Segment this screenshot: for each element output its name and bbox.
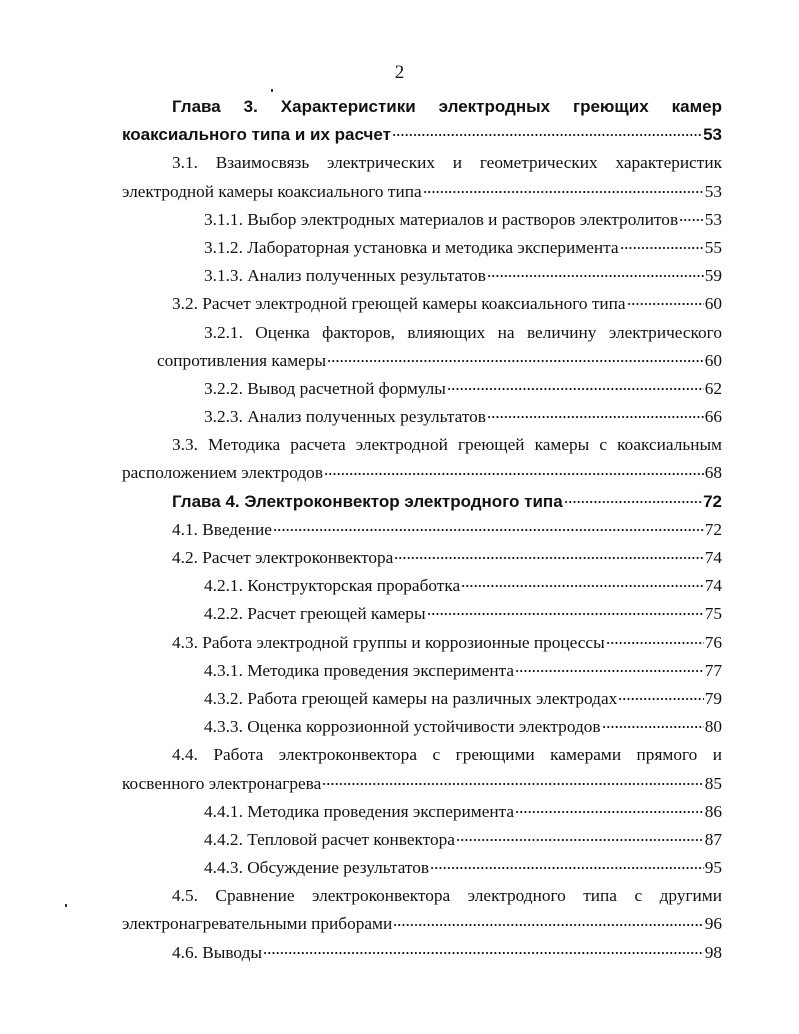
toc-leader-line bbox=[204, 572, 722, 600]
dot-leader bbox=[461, 574, 704, 591]
toc-entry-title: электронагревательными приборами bbox=[122, 914, 393, 934]
toc-entry-title: 4.3. Работа электродной группы и коррозионные процессы bbox=[172, 632, 605, 652]
toc-leader-line bbox=[204, 713, 722, 741]
toc-entry-title: 3.2. Расчет электродной греющей камеры коаксиального типа bbox=[172, 294, 626, 314]
toc-entry[interactable] bbox=[122, 713, 722, 741]
toc-page-number: 98 bbox=[704, 942, 722, 962]
toc-leader-line bbox=[172, 290, 722, 318]
table-of-contents bbox=[122, 93, 722, 967]
toc-entry[interactable] bbox=[122, 939, 722, 967]
toc-entry[interactable] bbox=[122, 544, 722, 572]
toc-entry-title: 3.2.3. Анализ полученных результатов bbox=[204, 407, 486, 427]
toc-leader-line bbox=[204, 262, 722, 290]
toc-entry-title: расположением электродов bbox=[122, 463, 323, 483]
dot-leader bbox=[487, 405, 704, 422]
dot-leader bbox=[324, 461, 704, 478]
toc-page-number: 53 bbox=[704, 209, 722, 229]
toc-entry[interactable] bbox=[122, 375, 722, 403]
toc-page-number: 66 bbox=[704, 407, 722, 427]
toc-page-number: 85 bbox=[704, 773, 722, 793]
toc-entry[interactable] bbox=[122, 234, 722, 262]
toc-entry-first-line: 4.4. Работа электроконвектора с греющими камерами прямого и bbox=[172, 745, 722, 765]
toc-leader-line bbox=[204, 206, 722, 234]
toc-entry-title: 3.2.2. Вывод расчетной формулы bbox=[204, 378, 446, 398]
toc-leader-line bbox=[122, 121, 722, 149]
toc-page-number: 74 bbox=[704, 576, 722, 596]
toc-leader-line bbox=[122, 910, 722, 938]
toc-entry-first-line: 3.3. Методика расчета электродной греющей камеры с коаксиальным bbox=[172, 435, 722, 455]
dot-leader bbox=[620, 236, 704, 253]
toc-entry[interactable] bbox=[122, 319, 722, 375]
toc-entry[interactable] bbox=[122, 403, 722, 431]
dot-leader bbox=[393, 912, 703, 929]
toc-page-number: 86 bbox=[704, 801, 722, 821]
toc-page-number: 53 bbox=[703, 125, 722, 145]
toc-entry-title: 3.1.1. Выбор электродных материалов и растворов электролитов bbox=[204, 209, 679, 229]
toc-leader-line bbox=[122, 770, 722, 798]
toc-entry-first-line: Глава 3. Характеристики электродных греющих камер bbox=[172, 97, 722, 116]
toc-page-number: 77 bbox=[704, 660, 722, 680]
dot-leader bbox=[423, 179, 704, 196]
toc-leader-line bbox=[122, 459, 722, 487]
toc-page-number: 55 bbox=[704, 237, 722, 257]
toc-page-number: 59 bbox=[704, 266, 722, 286]
toc-entry-first-line: 3.1. Взаимосвязь электрических и геометрических характеристик bbox=[172, 153, 722, 173]
toc-leader-line bbox=[204, 854, 722, 882]
toc-entry[interactable] bbox=[122, 854, 722, 882]
toc-leader-line bbox=[204, 657, 722, 685]
toc-entry[interactable] bbox=[122, 206, 722, 234]
dot-leader bbox=[273, 518, 704, 535]
dot-leader bbox=[430, 856, 704, 873]
toc-entry[interactable] bbox=[122, 93, 722, 149]
toc-leader-line bbox=[172, 629, 722, 657]
toc-page-number: 62 bbox=[704, 378, 722, 398]
toc-entry-title: 4.6. Выводы bbox=[172, 942, 262, 962]
dot-leader bbox=[515, 799, 704, 816]
toc-entry[interactable] bbox=[122, 488, 722, 516]
toc-entry[interactable] bbox=[122, 600, 722, 628]
toc-leader-line bbox=[204, 600, 722, 628]
toc-page-number: 87 bbox=[704, 829, 722, 849]
toc-leader-line bbox=[204, 798, 722, 826]
toc-entry[interactable] bbox=[122, 882, 722, 938]
toc-leader-line bbox=[172, 488, 722, 516]
toc-entry[interactable] bbox=[122, 826, 722, 854]
dot-leader bbox=[627, 292, 704, 309]
dot-leader bbox=[322, 771, 703, 788]
toc-page-number: 53 bbox=[704, 181, 722, 201]
toc-page-number: 80 bbox=[704, 717, 722, 737]
toc-entry-title: 3.1.3. Анализ полученных результатов bbox=[204, 266, 486, 286]
toc-entry[interactable] bbox=[122, 262, 722, 290]
toc-leader-line bbox=[204, 375, 722, 403]
toc-page-number: 72 bbox=[704, 519, 722, 539]
dot-leader bbox=[679, 207, 704, 224]
toc-entry[interactable] bbox=[122, 629, 722, 657]
dot-leader bbox=[427, 602, 704, 619]
toc-page-number: 75 bbox=[704, 604, 722, 624]
toc-entry-title: Глава 4. Электроконвектор электродного типа bbox=[172, 491, 563, 511]
toc-entry-title: 4.4.3. Обсуждение результатов bbox=[204, 858, 430, 878]
toc-entry[interactable] bbox=[122, 516, 722, 544]
dot-leader bbox=[564, 490, 702, 507]
dot-leader bbox=[392, 123, 702, 140]
toc-entry[interactable] bbox=[122, 741, 722, 797]
toc-page-number: 60 bbox=[704, 294, 722, 314]
toc-entry-title: 4.2.1. Конструкторская проработка bbox=[204, 576, 461, 596]
toc-entry-title: электродной камеры коаксиального типа bbox=[122, 181, 422, 201]
toc-entry[interactable] bbox=[122, 685, 722, 713]
toc-page-number: 95 bbox=[704, 858, 722, 878]
scan-speck bbox=[271, 89, 273, 92]
toc-entry-title: 4.4.2. Тепловой расчет конвектора bbox=[204, 829, 455, 849]
dot-leader bbox=[447, 377, 704, 394]
toc-leader-line bbox=[204, 826, 722, 854]
toc-page-number: 76 bbox=[704, 632, 722, 652]
toc-entry-title: 4.3.3. Оценка коррозионной устойчивости электродов bbox=[204, 717, 601, 737]
dot-leader bbox=[515, 658, 704, 675]
toc-leader-line bbox=[172, 544, 722, 572]
toc-page-number: 72 bbox=[703, 491, 722, 511]
toc-entry[interactable] bbox=[122, 290, 722, 318]
toc-page-number: 96 bbox=[704, 914, 722, 934]
toc-entry[interactable] bbox=[122, 572, 722, 600]
toc-leader-line bbox=[172, 516, 722, 544]
toc-leader-line bbox=[204, 234, 722, 262]
toc-entry-title: 4.2. Расчет электроконвектора bbox=[172, 548, 394, 567]
toc-entry-title: 4.3.1. Методика проведения эксперимента bbox=[204, 660, 515, 680]
toc-entry[interactable] bbox=[122, 149, 722, 205]
dot-leader bbox=[263, 940, 704, 957]
toc-entry[interactable] bbox=[122, 431, 722, 487]
dot-leader bbox=[618, 687, 703, 704]
toc-leader-line bbox=[204, 685, 722, 713]
page-number: 2 bbox=[394, 62, 405, 83]
toc-entry-title: 4.1. Введение bbox=[172, 519, 272, 539]
toc-page-number: 60 bbox=[704, 350, 722, 370]
toc-entry-title: сопротивления камеры bbox=[157, 350, 327, 370]
toc-leader-line bbox=[172, 939, 722, 967]
toc-leader-line bbox=[122, 178, 722, 206]
toc-entry-title: 4.3.2. Работа греющей камеры на различных электродах bbox=[204, 688, 618, 708]
dot-leader bbox=[394, 546, 703, 563]
scan-speck bbox=[65, 904, 67, 907]
dot-leader bbox=[456, 828, 704, 845]
toc-entry[interactable] bbox=[122, 798, 722, 826]
dot-leader bbox=[602, 715, 704, 732]
toc-entry-first-line: 3.2.1. Оценка факторов, влияющих на величину электрического bbox=[204, 322, 722, 342]
toc-page-number: 74 bbox=[704, 548, 722, 567]
toc-leader-line bbox=[157, 347, 722, 375]
toc-page-number: 79 bbox=[704, 688, 722, 708]
toc-entry-first-line: 4.5. Сравнение электроконвектора электродного типа с другими bbox=[172, 886, 722, 906]
dot-leader bbox=[327, 348, 704, 365]
dot-leader bbox=[487, 264, 704, 281]
toc-entry-title: 4.4.1. Методика проведения эксперимента bbox=[204, 801, 515, 821]
toc-entry-title: 3.1.2. Лабораторная установка и методика эксперимента bbox=[204, 237, 619, 257]
toc-leader-line bbox=[204, 403, 722, 431]
toc-page-number: 68 bbox=[704, 463, 722, 483]
dot-leader bbox=[606, 630, 704, 647]
toc-entry-title: косвенного электронагрева bbox=[122, 773, 322, 793]
toc-entry-title: 4.2.2. Расчет греющей камеры bbox=[204, 604, 426, 624]
toc-entry-title: коаксиального типа и их расчет bbox=[122, 125, 391, 145]
toc-entry[interactable] bbox=[122, 657, 722, 685]
